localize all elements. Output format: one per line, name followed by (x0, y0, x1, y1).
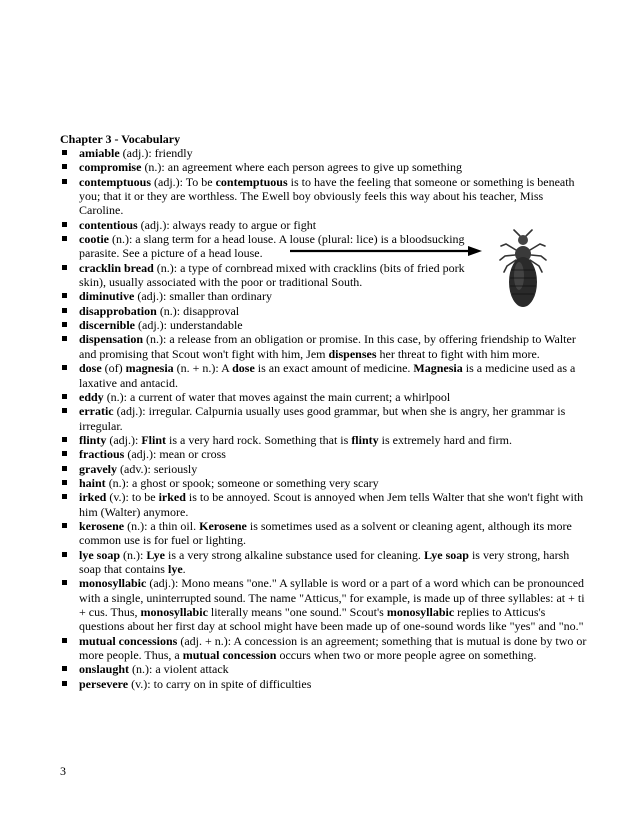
vocab-term: Flint (141, 432, 167, 447)
vocab-definition: (n.): a ghost or spook; someone or something very scary (105, 475, 379, 490)
vocab-definition: is extremely hard and firm. (378, 432, 512, 447)
vocab-term: kerosene (79, 518, 125, 533)
vocab-definition: (of) (101, 361, 126, 376)
vocab-term: monosyllabic (140, 605, 208, 619)
vocab-definition: (adj. + n.): A concession is an agreement; something that is mutual is done by two or more people. Thus, a (79, 633, 587, 663)
vocab-term: erratic (79, 404, 114, 419)
vocab-term: dose (232, 361, 255, 376)
vocab-term: Magnesia (413, 361, 463, 376)
vocab-term: gravely (79, 461, 117, 476)
vocab-definition: (adj.): friendly (119, 146, 193, 160)
vocab-term: contemptuous (215, 174, 288, 189)
vocab-definition: (adj.): smaller than ordinary (134, 289, 272, 304)
vocab-definition: (n.): a release from an obligation or promise. In this case, by offering friendship to Walter and promising that Scout won't fight with him, Jem (79, 332, 576, 361)
vocab-definition: (v.): to be (106, 490, 159, 505)
vocab-definition: (adj.): To be (151, 174, 216, 189)
vocab-term: discernible (79, 318, 135, 333)
vocab-definition: (adj.): Mono means "one." A syllable is word or a part of a word which can be pronounced with a single, uninterrupted sound. The name "Atticus," for example, is made up of three syllables: at + ti + cus. Thus, (79, 576, 585, 619)
vocab-term: monosyllabic (79, 576, 147, 591)
vocab-definition: (n.): disapproval (156, 303, 240, 318)
head-louse-image (498, 228, 548, 310)
vocab-term: amiable (79, 146, 120, 160)
vocab-term: compromise (79, 160, 142, 175)
vocab-definition: occurs when two or more people agree on something. (276, 648, 537, 663)
vocab-term: onslaught (79, 662, 130, 677)
vocab-term: dispensation (79, 332, 144, 347)
vocab-term: eddy (79, 389, 104, 404)
vocab-term: irked (158, 490, 186, 505)
vocab-term: haint (79, 475, 106, 490)
vocab-definition: . (182, 561, 186, 576)
vocab-term: persevere (79, 676, 129, 691)
vocab-term: mutual concessions (79, 633, 178, 648)
vocab-definition: (adv.): seriously (117, 461, 198, 476)
vocab-definition: is a medicine used as a laxative and antacid. (79, 361, 576, 390)
vocab-definition: is a very hard rock. Something that is (166, 432, 352, 447)
vocab-term: disapprobation (79, 303, 157, 318)
vocab-definition: (v.): to carry on in spite of difficulties (128, 676, 312, 691)
vocab-term: lye (167, 561, 183, 576)
page-number: 3 (60, 764, 66, 778)
vocab-term: cootie (79, 232, 109, 247)
vocab-term: cracklin bread (79, 260, 154, 275)
vocab-definition: replies to Atticus's questions about her first day at school might have been made up of one-sound words like "yes" and "no." (79, 605, 584, 634)
vocab-term: irked (79, 490, 107, 505)
vocab-definition: (adj.): understandable (135, 318, 243, 333)
vocab-term: contemptuous (79, 174, 152, 189)
vocab-term: contentious (79, 217, 138, 232)
vocab-definition: is to have the feeling that someone or something is beneath you; that it or they are worthless. The Ewell boy obviously feels this way about his teacher, Miss Caroline. (79, 174, 575, 218)
vocab-definition: is an exact amount of medicine. (254, 361, 414, 376)
vocab-definition: (n. + n.): A (173, 361, 233, 376)
vocab-term: flinty (79, 432, 107, 447)
vocab-definition: literally means "one sound." Scout's (207, 605, 387, 619)
vocab-definition: is sometimes used as a solvent or cleaning agent, although its more common use is for fuel or lighting. (79, 518, 572, 548)
vocab-term: mutual concession (182, 648, 277, 663)
vocab-term: Lye (146, 547, 166, 562)
vocab-definition: (n.): a type of cornbread mixed with cracklins (bits of fried pork skin), usually associated with the poor or traditional South. (79, 260, 465, 290)
vocab-definition: (n.): a slang term for a head louse. A louse (plural: lice) is a bloodsucking parasite. See a picture of a head louse. (79, 232, 465, 261)
vocab-definition: (n.): a violent attack (129, 662, 229, 677)
vocab-term: monosyllabic (386, 605, 455, 619)
vocab-definition: (adj.): (106, 432, 142, 447)
vocab-term: flinty (351, 432, 379, 447)
vocab-term: fractious (79, 447, 125, 462)
vocab-term: Lye soap (423, 547, 469, 562)
vocab-definition: her threat to fight with him more. (376, 346, 540, 361)
vocab-term: Kerosene (199, 518, 247, 533)
vocab-term: magnesia (125, 361, 174, 376)
vocab-term: dispenses (328, 346, 377, 361)
chapter-heading: Chapter 3 - Vocabulary (60, 132, 181, 146)
vocab-definition: (n.): a thin oil. (124, 518, 200, 533)
vocab-definition: (adj.): irregular. Calpurnia usually uses good grammar, but when she is angry, her grammar is irregular. (79, 404, 566, 433)
vocab-term: dose (79, 361, 102, 376)
vocab-definition: (n.): (120, 547, 147, 562)
vocab-definition: is a very strong alkaline substance used for cleaning. (165, 547, 424, 562)
vocab-term: diminutive (79, 289, 135, 304)
vocab-definition: (n.): an agreement where each person agrees to give up something (141, 160, 462, 175)
vocab-definition: is to be annoyed. Scout is annoyed when Jem tells Walter that she won't fight with him (Walter) anymore. (79, 490, 584, 519)
vocab-definition: (adj.): mean or cross (124, 447, 226, 462)
vocab-term: lye soap (79, 547, 121, 562)
vocab-definition: (n.): a current of water that moves against the main current; a whirlpool (103, 389, 451, 404)
vocab-definition: is very strong, harsh soap that contains (79, 547, 570, 576)
vocab-definition: (adj.): always ready to argue or fight (137, 217, 317, 232)
